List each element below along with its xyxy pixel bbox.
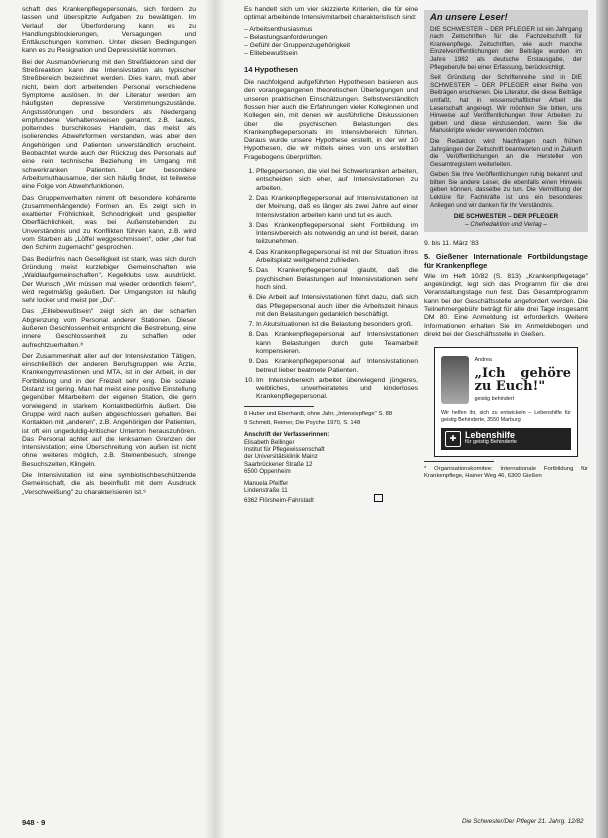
logo-name: Lebenshilfe — [465, 429, 516, 440]
hypothesis-item: 5. Das Krankenpflegepersonal glaubt, daß die psychischen Belastungen auf Intensivstationen sehr hoch sind. — [256, 267, 418, 292]
section-heading: 14 Hypothesen — [244, 64, 299, 74]
footnote: 9 Schmidt, Reimer, Die Psyche 1970, S. 148 — [244, 419, 361, 426]
hypothesis-item: 9. Das Krankenpflegepersonal auf Intensivstationen betreut lieber beatmete Patienten. — [256, 358, 418, 375]
paragraph: Bei der Ausmanövrierung mit den Streßfaktoren sind der Streßreaktion kann die Intensivstation als typischer Streßbereich bezeichnet werden. Dies kann, muß aber nicht, beim dort arbeitenden Personal verschiedene Symptome auslösen. In der Literatur werden am häufigsten depressive Verstimmungszustände, Angstsstörungen und besonders als Niedergang empfundene Verhaltensweisen genannt, z.B. lautes, polterndes burschikoses Handeln, das meist als isolierendes Abwehrformen verstanden, was aber den Angehörigen und Patienten unverständlich erscheint. Beobachtet wurde auch der Rückzug des Personals auf eine rein technische Beziehung im Umgang mit schwerkranken Patienten. Ler besondere Arbeitsmuthausamue, der sich häufig findet, ist teilweise eine Folge von Abwehrfunktionen. — [22, 58, 196, 191]
page-fold-shadow — [205, 0, 225, 838]
hypothesis-item: 3. Das Krankenpflegepersonal sieht Fortbildung im Intensivbereich als notwendig an und ist bereit, daran teilzunehmen. — [256, 222, 418, 247]
logo-subtitle: für geistig Behinderte — [465, 438, 517, 445]
footnote: * Organisationskomitee: Internationale Fortbildung für Krankenpflege, Hainer Weg 46, 6300 Gießen — [424, 465, 588, 480]
event-date: 9. bis 11. März '83 — [424, 240, 479, 248]
hypothesis-item: 4. Das Krankenpflegepersonal ist mit der Situation ihres Arbeitsplatz weitgehend zufrieden. — [256, 249, 418, 266]
footnote-rule — [424, 461, 494, 462]
ad-caption: geistig behindert — [474, 396, 515, 403]
criteria-item: – Arbeitsenthusiasmus — [244, 25, 313, 33]
criteria-item: – Belastungsanforderungen — [244, 33, 328, 41]
hypothesis-item: 1. Pflegepersonen, die viel bei Schwerkranken arbeiten, entscheiden sich eher, auf Intensivstationen zu arbeiten. — [256, 168, 418, 193]
paragraph: Die Intensivstation ist eine symbiotischbeschützende Gemeinschaft, die als beeinflußt mit dem Ausdruck „Verschweißung" zu charakterisieren ist.⁹ — [22, 472, 196, 496]
child-photo — [441, 356, 469, 404]
box-paragraph: Geben Sie Ihre Veröffentlichungen ruhig bekannt und bitten Sie andere Leser, die ebenfalls einen Hinweis geben können, dasselbe zu tun. Die Vermittlung der Lektüre für Fachkräfte ist uns ein besonderes Anliegen und wir danken für Ihr Verständnis. — [430, 171, 582, 209]
footnote: 8 Huber und Eberhardt, ohne Jahr, „Intensivpflege" S. 88 — [244, 410, 393, 417]
ad-name: Andrea — [474, 357, 492, 364]
box-paragraph: DIE SCHWESTER – DER PFLEGER ist ein Jahrgang nach Zeitschriften für die Fachzeitschrift für Krankenpflege. Zeitschriften, wie auch manche Einzelveröffentlichungen der Beiträge wurden im Jahre 1982 als deutsche Erstausgabe, der Pflegeberufe bei einer Erfassung, berücksichtigt. — [430, 25, 582, 71]
logo-mark-icon: ✚ — [445, 431, 461, 447]
charity-advertisement — [434, 347, 578, 457]
author-address-line: Saarbrückener Straße 12 — [244, 460, 313, 468]
section-intro: Die nachfolgend aufgeführten Hypothesen basieren aus den vorangegangenen theoretischen Überlegungen und unseren praktischen Einschätzungen. Selbstverständlich flossen hier auch die Erfahrungen vieler Kolleginnen und Kollegen ein, mit denen wir ausführliche Diskussionen über die psychischen Belastungen des Krankenpflegepersonals im Intensivbereich führten. Daraus wurde unsere Hypothese erstellt, in der wir 10 Hypothesen, die wir mittels eines von uns erstellten Fragebogens überprüften. — [244, 79, 418, 161]
text-column-3 — [424, 6, 588, 482]
paragraph: schaft des Krankenpflegepersonals, sich fordern zu lassen und überspitzte Aufgaben zu bewältigen. Im Verlauf der Überforderung kann es zu Handlungsblockierungen, Versagungen und Enttäuschungen kommen. Unter diesen Bedingungen kann es zu Resignation und Depressivität kommen. — [22, 6, 196, 55]
ad-quote: „Ich gehöre zu Euch!" — [474, 366, 571, 395]
hypothesis-item: 6. Die Arbeit auf Intensivstationen führt dazu, daß sich das Pflegepersonal auch über die Arbeitszeit hinaus mit den Belastungen gedanklich beschäftigt. — [256, 294, 418, 319]
author-address-line: Lindenstraße 11 — [244, 487, 288, 495]
hypothesis-item: 7. In Akutsituationen ist die Belastung besonders groß. — [256, 321, 418, 329]
reader-notice-box — [424, 10, 588, 232]
right-edge-shadow — [596, 0, 608, 838]
box-title: An unsere Leser! — [430, 12, 508, 23]
ad-text: Wir helfen ihr, sich zu entwickeln – Lebenshilfe für geistig Behinderte, 3550 Marburg — [441, 409, 571, 423]
author-address-line: Manuela Pfeiffer — [244, 479, 289, 487]
text-column-1 — [22, 6, 196, 500]
author-addresses — [244, 431, 418, 505]
end-of-article-mark — [374, 494, 383, 502]
box-paragraph: Die Redaktion wird Nachfragen nach frühen Jahrgängen der Zeitschrift beantworten und in Zukunft die Veröffentlichungen an die Hersteller von Gesamtregistern weiterleiten. — [430, 137, 582, 168]
hypothesis-item: 2. Das Krankenpflegepersonal auf Intensivstationen ist der Meinung, daß es länger als zwei Jahre auf einer Intensivstation arbeiten kann und tut es auch. — [256, 195, 418, 220]
event-title: 5. Gießener Internationale Fortbildungstage für Krankenpflege — [424, 251, 588, 270]
criteria-item: – Gefühl der Gruppenzugehörigkeit — [244, 42, 351, 50]
text-column-2 — [244, 6, 418, 509]
event-text: Wie im Heft 10/82 (S. 813) „Krankenpflegetage" angekündigt, legt sich das Programm für die drei Veranstaltungstage nun fest. Das Gesamtprogramm kann bei der Geschäftsstelle angefordert werden. Die Teilnehmergebühr beträgt für alle drei Tage insgesamt DM 80. Eine Anmeldung ist erforderlich. Weitere Informationen erhalten Sie im Anmeldebogen und direkt bei der Geschäftsstelle in Gießen. — [424, 272, 588, 338]
authors-heading: Anschrift der Verfasserinnen: — [244, 431, 330, 439]
paragraph: Der Zusammenhalt aller auf der Intensivstation Tätigen, einschließlich der anderen Berufsgruppen wie Ärzte, Krankengymnastinnen und MTA, ist in der Arbeit, in der Fortbildung und in der Freizeit sehr eng. Die soziale Distanz ist gering. Man hat meist eine positive Einstellung gegenüber Mitarbeitern der eigenen Station, die gern vorwiegend in starkem Kontaktbedürfnis äußert. Die Gruppe wird nach außen abgeschlossen gehalten. Bei Kontakten mit „anderen", z.B. Angehörigen der Patienten, ist oft ein ungeduldig-kritischer Unterton herauszuhören. Das Personal achtet auf die lenksamen Grenzen der Intensivstation; eine Überschreitung von außen ist nicht ohne weiteres möglich, z.B. Steinenbesuch, strenge Besuchszeiten, Klingeln. — [22, 352, 196, 468]
footnote-rule — [244, 406, 314, 407]
hypothesis-item: 10. Im Intensivbereich arbeitet überwiegend jüngeres, weibliches, unverheiratetes und kinderloses Krankenpflegepersonal. — [256, 377, 418, 402]
author-address-line: Institut für Pflegewissenschaft — [244, 445, 325, 453]
criteria-list — [244, 26, 418, 59]
criteria-item: – Elitebewußtsein — [244, 50, 298, 58]
page-footer: Die Schwester/Der Pfleger 21. Jahrg. 12/82 — [462, 818, 584, 825]
author-address-line: der Universitätsklinik Mainz — [244, 453, 318, 461]
box-subtitle: – Chefredaktion und Verlag – — [465, 220, 547, 228]
box-signature: DIE SCHWESTER – DER PFLEGER — [453, 213, 559, 221]
hypothesis-item: 8. Das Krankenpflegepersonal auf Intensivstationen kann Belastungen durch gute Teamarbeit kompensieren. — [256, 331, 418, 356]
box-paragraph: Seit Gründung der Schriftenreihe sind in DIE SCHWESTER – DER PFLEGER einer Reihe von Beiträgen erschienen. Die Literatur, die diese Beiträge umfaßt, hat in wissenschaftlicher Arbeit die Leserschaft angeregt. Wir möchten Sie bitten, uns Hinweise auf Veröffentlichungen Ihrer Arbeiten zu geben und diese einzusenden, wenn Sie die Manuskripte wieder verwenden möchten. — [430, 74, 582, 135]
paragraph: Das Gruppenverhalten nimmt oft besondere kohärente (zusammenhängende) Formen an. Es zeigt sich in exaltierter Fröhlichkeit, Schnodrigkeit und gespielter Oberflächlichkeit, was bei Außenstehenden zu Unverständnis und zu Konflikten führen kann, z.B. wird vom Starben als „Löffel weggeschmissen", oder „der hat den Schirm zugemacht" gesprochen. — [22, 194, 196, 252]
paragraph: Das „Elitebewußtsein" zeigt sich an der scharfen Abgrenzung vom Personal anderer Stationen. Dieser äußeren Geschlossenheit entspricht die Bestrebung, eine innere Geschlossenheit zu schaffen oder aufrechtzuerhalten.⁸ — [22, 308, 196, 349]
author-address-line: Elisabeth Bellinger — [244, 438, 295, 446]
criteria-intro: Es handelt sich um vier skizzierte Kriterien, die für eine optimal arbeitende Intensivmitarbeit charakteristisch sind: — [244, 6, 418, 22]
author-address-line: 6362 Flörsheim-Fahrstadt — [244, 494, 418, 504]
page-number: 948 · 9 — [22, 818, 46, 827]
lebenshilfe-logo — [441, 428, 571, 450]
author-address-line: 6500 Oppenheim — [244, 468, 291, 476]
paragraph: Das Bedürfnis nach Geselligkeit ist stark, was sich durch Gründung meist kurzlebiger Gemeinschaften wie „Waldlaufgemeinschaften", Kegelklubs usw. ausdrückt. Der Wunsch „Wir müssen mal wieder ordentlich feiern", wird regelmäßig geäußert. Der Umgangston ist häufig sehr locker und meist per „Du". — [22, 255, 196, 305]
hypotheses-list — [244, 168, 418, 402]
